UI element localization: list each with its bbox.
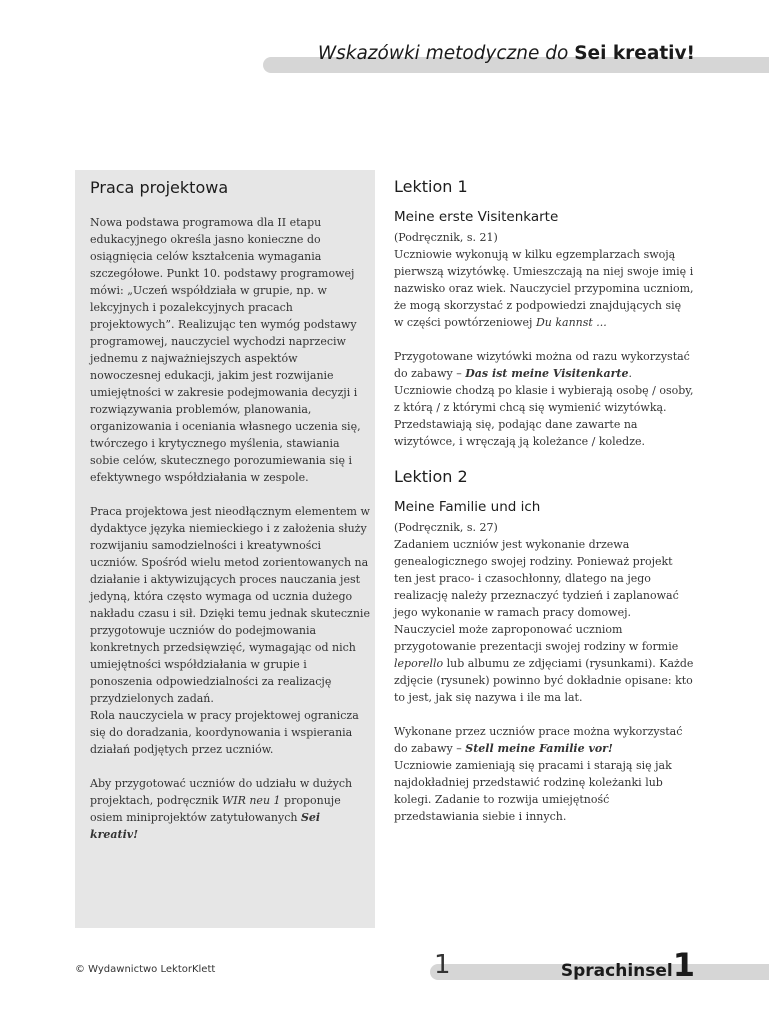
sidebar-paragraph-4 xyxy=(90,775,370,843)
lektion-2-subtitle: Meine Familie und ich xyxy=(394,499,541,515)
sidebar-p4-text-c: proponuje osiem miniprojektów zatytułowanych xyxy=(90,794,341,824)
lektion-1-du-kannst: Du kannst ... xyxy=(535,316,607,329)
lektion-2-leporello: leporello xyxy=(394,657,444,670)
lektion-1-paragraph-2 xyxy=(394,348,694,382)
lektion-2-p2-text-c: lub albumu ze zdjęciami (rysunkami). Każde zdjęcie (rysunek) powinno być dokładnie opisane: kto to jest, jak się nazywa i ile ma lat. xyxy=(394,657,694,704)
lektion-2-p3-text: Wykonane przez uczniów prace można wykorzystać do zabawy – xyxy=(394,725,683,755)
textbook-title: WIR neu 1 xyxy=(221,794,281,807)
lektion-2-paragraph-1: Zadaniem uczniów jest wykonanie drzewa genealogicznego swojej rodziny. Ponieważ projekt ten jest praco- i czasochłonny, dlatego na jego realizację należy przeznaczyć tydzień i zaplanować jego wykonanie w ramach pracy domowej. xyxy=(394,538,679,619)
lektion-1-p2-text: Przygotowane wizytówki można od razu wykorzystać do zabawy – xyxy=(394,350,690,380)
sidebar-title: Praca projektowa xyxy=(90,178,229,197)
sidebar-body xyxy=(90,214,370,860)
lektion-1-paragraph-3: Uczniowie chodzą po klasie i wybierają osobę / osoby, z którą / z którymi chcą się wymienić wizytówką. Przedstawiają się, podając dane zawarte na wizytówce, i wręczają ją koleżance / koledze. xyxy=(394,384,694,448)
lektion-1-reference: (Podręcznik, s. 21) xyxy=(394,231,498,244)
header-title-brand: Sei kreativ! xyxy=(574,43,695,64)
lektion-2-paragraph-4: Uczniowie zamieniają się pracami i starają się jak najdokładniej przedstawić rodzinę koleżanki lub kolegi. Zadanie to rozwija umiejętność przedstawiania siebie i innych. xyxy=(394,759,672,823)
project-work-sidebar xyxy=(75,170,375,928)
copyright-notice: © Wydawnictwo LektorKlett xyxy=(75,964,216,975)
lektion-1-p2-end: . xyxy=(628,367,632,380)
page-header-title xyxy=(318,43,695,64)
lektion-1-paragraph-1 xyxy=(394,246,694,331)
lektion-2-paragraph-3 xyxy=(394,723,694,757)
sidebar-paragraph-3: Rola nauczyciela w pracy projektowej ogranicza się do doradzania, koordynowania i wspierania działań podjętych przez uczniów. xyxy=(90,709,359,756)
lektion-2-paragraph-2 xyxy=(394,621,694,706)
sidebar-paragraph-1: Nowa podstawa programowa dla II etapu edukacyjnego określa jasno konieczne do osiągnięcia celów kształcenia wymagania szczegółowe. Punkt 10. podstawy programowej mówi: „Uczeń współdziała w grupie, np. w lekcyjnych i pozalekcyjnych pracach projektowych”. Realizując ten wymóg podstawy programowej, nauczyciel wychodzi naprzeciw jednemu z najważniejszych aspektów nowoczesnej edukacji, jakim jest rozwijanie umiejętności w zakresie podejmowania decyzji i rozwiązywania problemów, planowania, organizowania i oceniania własnego uczenia się, twórczego i krytycznego myślenia, stawiania sobie celów, skutecznego porozumiewania się i efektywnego współdziałania w zespole. xyxy=(90,216,361,484)
series-logo xyxy=(561,946,695,984)
lektion-1-p1-text: Uczniowie wykonują w kilku egzemplarzach swoją pierwszą wizytówkę. Umieszczają na niej swoje imię i nazwisko oraz wiek. Nauczyciel przypomina uczniom, że mogą skorzystać z podpowiedzi znajdujących się w części powtórzeniowej xyxy=(394,248,694,329)
series-number: 1 xyxy=(672,946,695,984)
sidebar-p4-text-a: Aby przygotować uczniów do udziału w dużych projektach, podręcznik xyxy=(90,777,353,807)
page-number: 1 xyxy=(434,950,451,980)
lektion-2-p2-text-a: Nauczyciel może zaproponować uczniom przygotowanie prezentacji swojej rodziny w formie xyxy=(394,623,679,653)
lektion-1-section xyxy=(394,178,694,450)
lektion-1-title: Lektion 1 xyxy=(394,177,468,196)
lektion-1-game-title: Das ist meine Visitenkarte xyxy=(465,367,629,380)
miniproject-series-title: Sei kreativ! xyxy=(90,811,321,841)
header-title-prefix: Wskazówki metodyczne do xyxy=(317,43,569,64)
lektion-2-game-title: Stell meine Familie vor! xyxy=(465,742,613,755)
main-column xyxy=(394,170,694,842)
sidebar-paragraph-2: Praca projektowa jest nieodłącznym elementem w dydaktyce języka niemieckiego i z założenia służy rozwijaniu samodzielności i kreatywności uczniów. Spośród wielu metod zorientowanych na działanie i aktywizujących proces nauczania jest jedyną, która często wymaga od ucznia dużego nakładu czasu i sił. Dzięki temu jednak skutecznie przygotowuje uczniów do podejmowania konkretnych przedsięwzięć, wymagając od nich umiejętności współdziałania w grupie i ponoszenia odpowiedzialności za realizację przydzielonych zadań. xyxy=(90,505,370,705)
series-name: Sprachinsel xyxy=(560,961,673,981)
lektion-2-reference: (Podręcznik, s. 27) xyxy=(394,521,498,534)
lektion-2-title: Lektion 2 xyxy=(394,467,468,486)
lektion-1-subtitle: Meine erste Visitenkarte xyxy=(394,209,559,225)
lektion-2-section xyxy=(394,468,694,825)
